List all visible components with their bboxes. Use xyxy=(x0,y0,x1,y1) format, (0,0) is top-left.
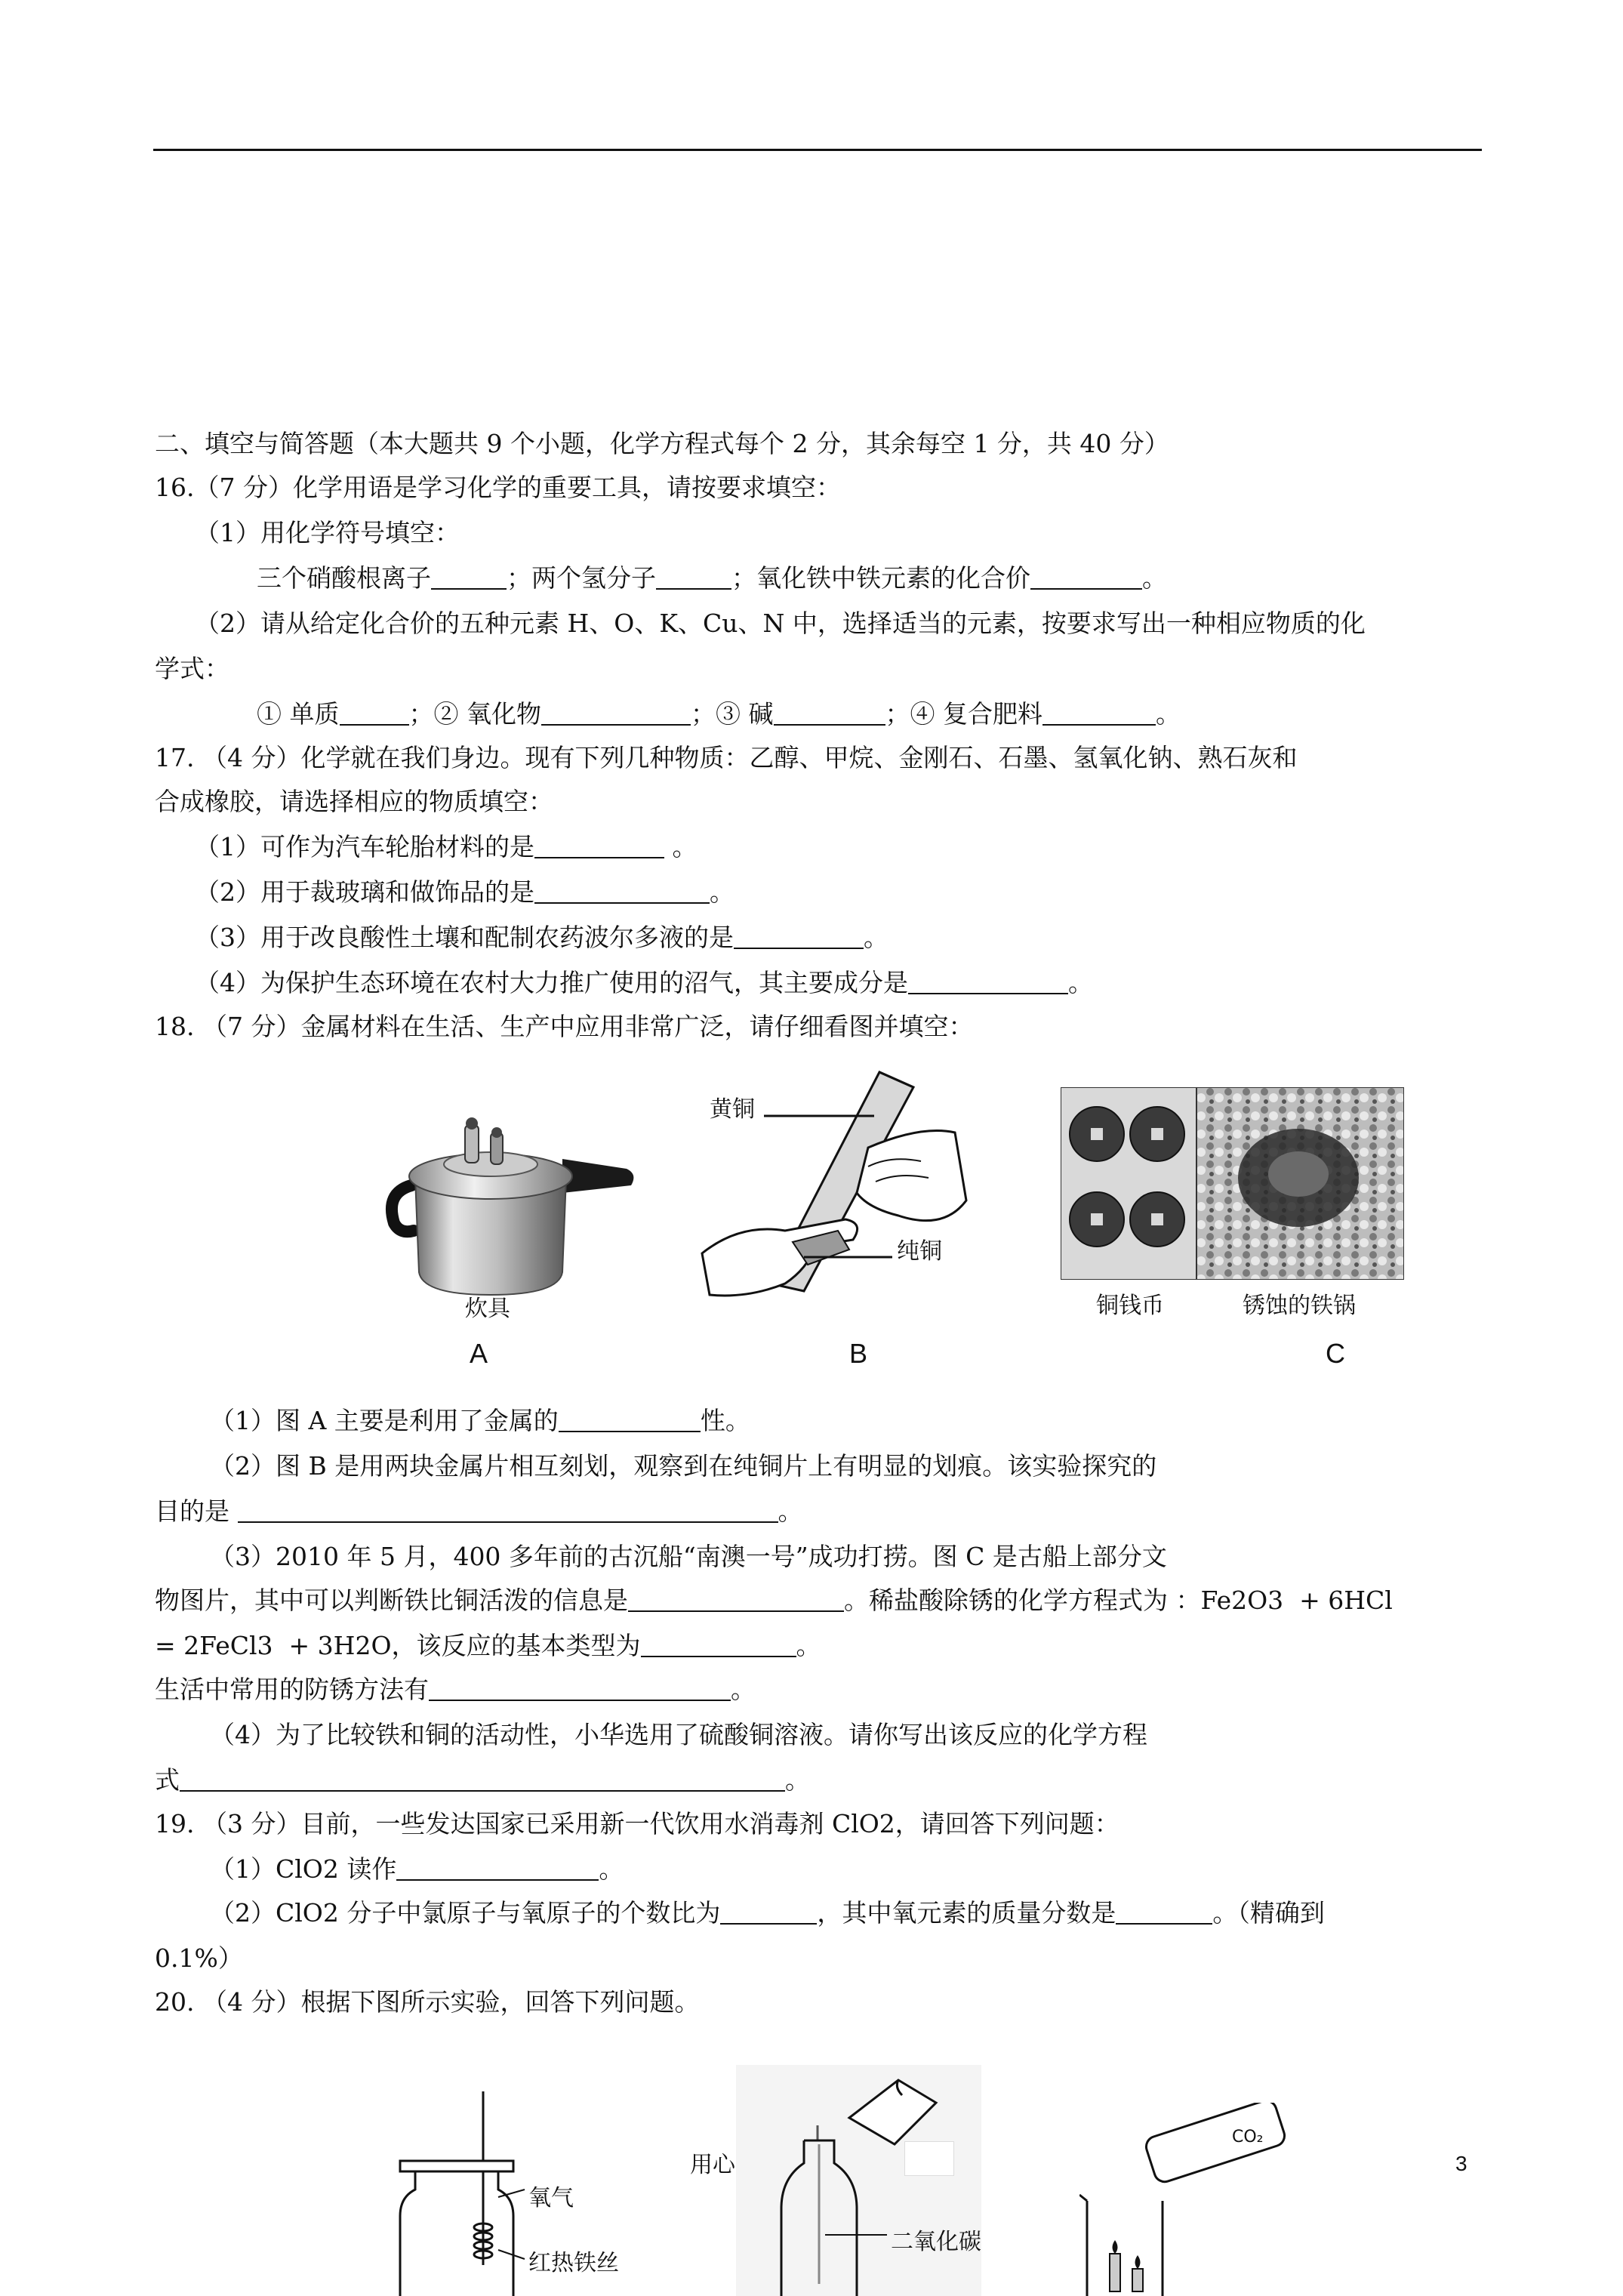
brass-label: 黄铜 xyxy=(710,1096,755,1123)
q16-part1: （1）用化学符号填空： xyxy=(195,518,460,547)
q16-part2-line1: （2）请从给定化合价的五种元素 H、O、K、Cu、N 中，选择适当的元素，按要求写出一种相应物质的化 xyxy=(195,609,1366,638)
q18-stem: 18. （7 分）金属材料在生活、生产中应用非常广泛，请仔细看图并填空： xyxy=(155,1012,974,1041)
answer-blank[interactable] xyxy=(534,880,710,904)
answer-blank[interactable] xyxy=(628,1588,844,1612)
q16-stem: 16.（7 分）化学用语是学习化学的重要工具，请按要求填空： xyxy=(155,473,841,502)
q17-part4: （4）为保护生态环境在农村大力推广使用的沼气，其主要成分是 。 xyxy=(195,968,1093,997)
coins-rusted-pot-figure xyxy=(1061,1087,1404,1280)
q18-part3-line3: = 2FeCl3 + 3H2O，该反应的基本类型为 。 xyxy=(155,1631,821,1660)
co2-label: CO₂ xyxy=(1232,2128,1264,2147)
pressure-cooker-figure xyxy=(377,1080,642,1306)
answer-blank[interactable] xyxy=(534,834,664,858)
fig-b-letter: B xyxy=(849,1338,868,1369)
pure-copper-label: 纯铜 xyxy=(897,1238,942,1265)
answer-blank[interactable] xyxy=(720,1900,817,1925)
answer-blank[interactable] xyxy=(429,1677,731,1701)
q18-part1: （1）图 A 主要是利用了金属的 性。 xyxy=(210,1406,750,1435)
q17-part2: （2）用于裁玻璃和做饰品的是 。 xyxy=(195,877,735,907)
q19-part2: （2）ClO2 分子中氯原子与氧原子的个数比为 ，其中氧元素的质量分数是 。（精确到 xyxy=(210,1898,1325,1928)
oxygen-label: 氧气 xyxy=(528,2185,574,2211)
q17-part1: （1）可作为汽车轮胎材料的是 。 xyxy=(195,832,698,861)
answer-blank[interactable] xyxy=(431,566,507,590)
metal-scratch-figure xyxy=(694,1042,996,1306)
q18-part3-line2: 物图片，其中可以判断铁比铜活泼的信息是 。稀盐酸除锈的化学方程式为 ：Fe2O3 + 6HCl xyxy=(155,1586,1393,1615)
q18-part3-line1: （3）2010 年 5 月，400 多年前的古沉船“南澳一号”成功打捞。图 C 是古船上部分文 xyxy=(210,1542,1167,1571)
iron-wire-label: 红热铁丝 xyxy=(528,2250,619,2276)
q17-stem-line1: 17. （4 分）化学就在我们身边。现有下列几种物质：乙醇、甲烷、金刚石、石墨、氢氧化钠、熟石灰和 xyxy=(155,743,1298,772)
coin-caption: 铜钱币 xyxy=(1096,1293,1164,1319)
q18-part4-line1: （4）为了比较铁和铜的活动性，小华选用了硫酸铜溶液。请你写出该反应的化学方程 xyxy=(210,1720,1147,1749)
q20-stem: 20. （4 分）根据下图所示实验，回答下列问题。 xyxy=(155,1987,700,2017)
fig-c-letter: C xyxy=(1326,1338,1345,1369)
answer-blank[interactable] xyxy=(541,701,691,726)
answer-blank[interactable] xyxy=(396,1857,599,1881)
q16-part1-line: 三个硝酸根离子 ；两个氢分子 ；氧化铁中铁元素的化合价 。 xyxy=(257,563,1167,593)
answer-blank[interactable] xyxy=(559,1408,701,1432)
q17-part3: （3）用于改良酸性土壤和配制农药波尔多液的是 。 xyxy=(195,923,888,952)
fig-a-caption: 炊具 xyxy=(465,1296,510,1322)
section-title: 二、填空与简答题（本大题共 9 个小题，化学方程式每个 2 分，其余每空 1 分，共 40 分） xyxy=(155,429,1169,458)
q16-options: ① 单质 ；② 氧化物 ；③ 碱 ；④ 复合肥料 。 xyxy=(257,699,1181,729)
q18-part2-line1: （2）图 B 是用两块金属片相互刻划，观察到在纯铜片上有明显的划痕。该实验探究的 xyxy=(210,1451,1157,1481)
blank-patch xyxy=(904,2141,954,2176)
q17-stem-line2: 合成橡胶，请选择相应的物质填空： xyxy=(155,787,553,816)
q18-part2-line2: 目的是 。 xyxy=(155,1496,803,1526)
iron-wire-oxygen-figure xyxy=(385,2091,536,2296)
q18-part4-line2: 式 。 xyxy=(155,1765,810,1795)
rusted-pot-caption: 锈蚀的铁锅 xyxy=(1243,1293,1356,1319)
co2-bottle-label: 二氧化碳 xyxy=(891,2229,981,2255)
answer-blank[interactable] xyxy=(1030,566,1142,590)
answer-blank[interactable] xyxy=(238,1499,778,1523)
answer-blank[interactable] xyxy=(1116,1900,1212,1925)
q19-stem: 19. （3 分）目前，一些发达国家已采用新一代饮用水消毒剂 ClO2，请回答下列问题： xyxy=(155,1809,1119,1838)
answer-blank[interactable] xyxy=(1042,701,1156,726)
q19-part1: （1）ClO2 读作 。 xyxy=(210,1854,624,1884)
q18-part3-line4: 生活中常用的防锈方法有 。 xyxy=(155,1675,756,1704)
answer-blank[interactable] xyxy=(180,1767,785,1792)
co2-candles-figure xyxy=(1079,2103,1351,2296)
answer-blank[interactable] xyxy=(908,970,1068,994)
footer-text: 用心 xyxy=(690,2152,735,2178)
answer-blank[interactable] xyxy=(656,566,731,590)
q19-part2-line2: 0.1%） xyxy=(155,1943,243,1973)
q16-part2-line2: 学式： xyxy=(155,654,229,683)
fig-a-letter: A xyxy=(470,1338,488,1369)
page-number: 3 xyxy=(1455,2152,1467,2175)
answer-blank[interactable] xyxy=(734,925,864,949)
answer-blank[interactable] xyxy=(774,701,885,726)
answer-blank[interactable] xyxy=(641,1633,796,1657)
co2-bottle-figure xyxy=(736,2065,981,2296)
answer-blank[interactable] xyxy=(340,701,409,726)
header-rule xyxy=(153,149,1482,151)
